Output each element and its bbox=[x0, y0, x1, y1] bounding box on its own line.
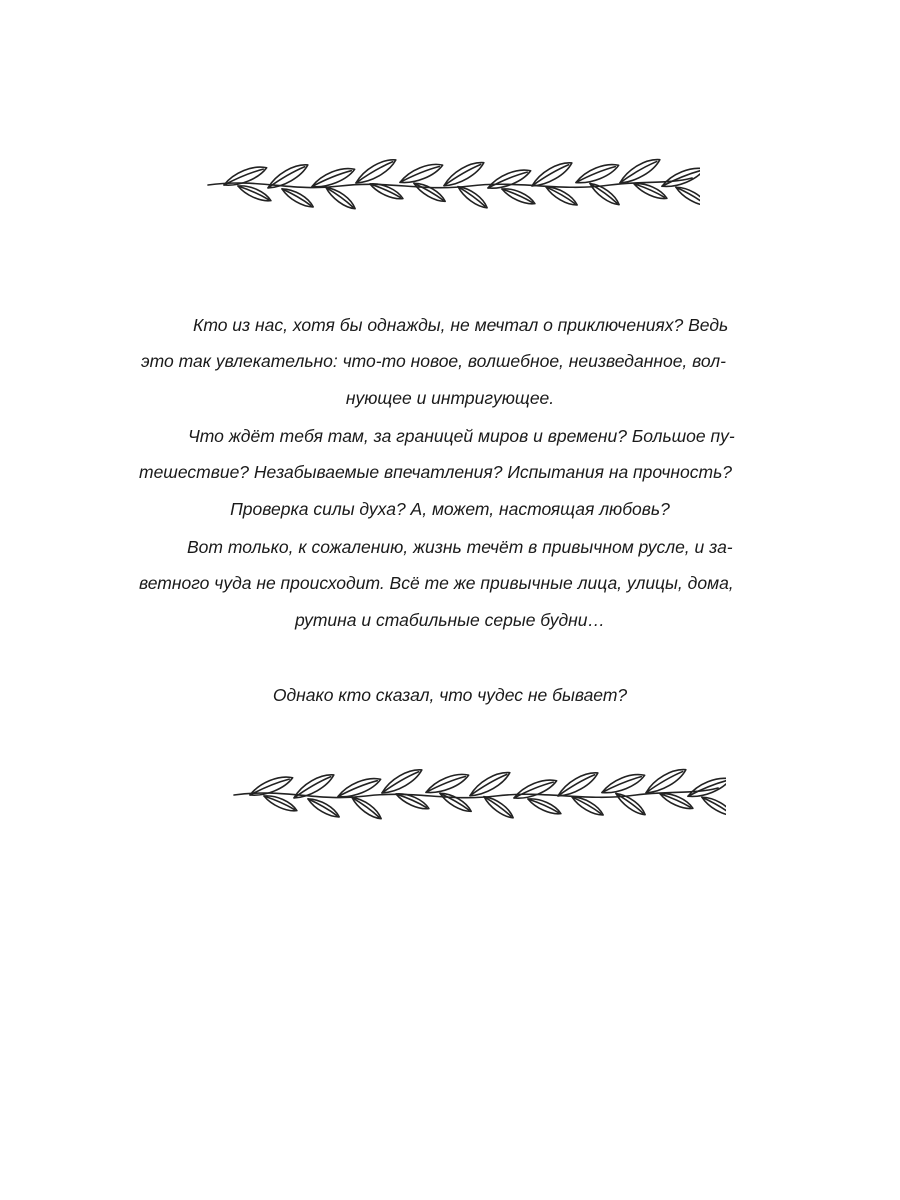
leaf-icon bbox=[353, 155, 399, 188]
text-line: нующее и интригующее. bbox=[345, 388, 555, 408]
leaf-icon bbox=[482, 793, 516, 821]
leaf-icon bbox=[574, 160, 621, 188]
laurel-divider-top bbox=[200, 150, 700, 220]
leaf-icon bbox=[424, 770, 471, 798]
leaf-icon bbox=[529, 158, 575, 191]
text-line: Что ждёт тебя там, за границей миров и времени? Большое пу- bbox=[188, 426, 735, 446]
laurel-divider-bottom bbox=[226, 760, 726, 830]
text-line: рутина и стабильные серые будни… bbox=[294, 610, 606, 630]
text-line: Проверка силы духа? А, может, настоящая любовь? bbox=[230, 499, 670, 519]
closing-line: Однако кто сказал, что чудес не бывает? bbox=[272, 685, 628, 705]
text-line: Кто из нас, хотя бы однажды, не мечтал о приключениях? Ведь bbox=[193, 315, 729, 335]
leaf-icon bbox=[456, 183, 490, 211]
leaf-icon bbox=[700, 793, 726, 818]
leaf-icon bbox=[324, 184, 358, 212]
text-line: Вот только, к сожалению, жизнь течёт в привычном русле, и за- bbox=[187, 537, 733, 557]
leaf-icon bbox=[526, 795, 562, 817]
leaf-icon bbox=[674, 183, 700, 208]
leaf-icon bbox=[555, 768, 601, 801]
leaf-icon bbox=[280, 185, 315, 210]
leaf-icon bbox=[394, 790, 430, 812]
leaf-icon bbox=[350, 794, 384, 822]
leaf-icon bbox=[306, 795, 341, 820]
text-line: ветного чуда не происходит. Всё те же привычные лица, улицы, дома, bbox=[139, 573, 734, 593]
text-line: это так увлекательно: что-то новое, волшебное, неизведанное, вол- bbox=[141, 351, 726, 371]
text-line: тешествие? Незабываемые впечатления? Испытания на прочность? bbox=[139, 462, 733, 482]
leaf-icon bbox=[438, 789, 473, 814]
leaf-icon bbox=[412, 179, 447, 204]
leaf-icon bbox=[600, 770, 647, 798]
leaf-icon bbox=[500, 185, 536, 207]
leaf-icon bbox=[379, 765, 425, 798]
leaf-icon bbox=[398, 160, 445, 188]
leaf-icon bbox=[368, 180, 404, 202]
